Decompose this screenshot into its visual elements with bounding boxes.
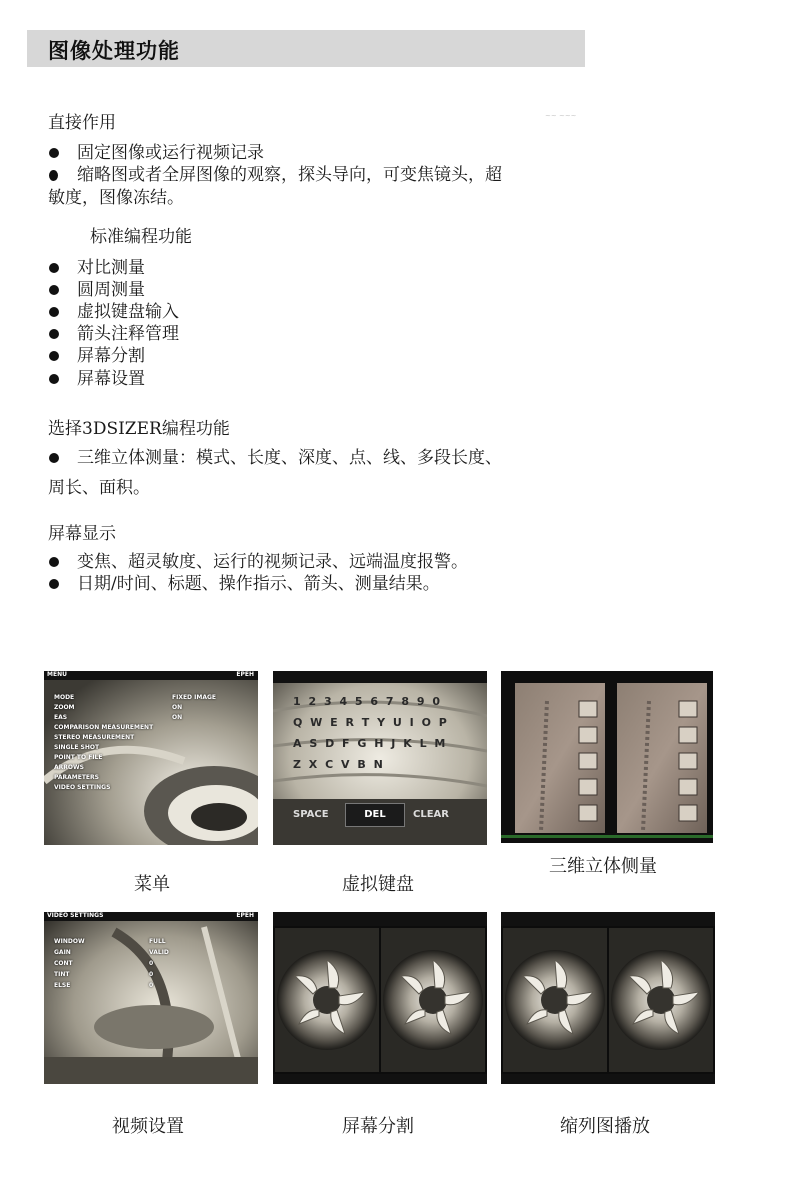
video-setting-value: 0 — [149, 982, 154, 989]
caption-menu: 菜单 — [134, 874, 170, 895]
list-item: 虚拟键盘输入 — [77, 302, 179, 322]
video-setting-value: 0 — [149, 971, 154, 978]
video-setting-value: VALID — [149, 949, 169, 956]
video-settings-items — [54, 936, 85, 991]
menu-item: SINGLE SHOT — [54, 744, 100, 751]
menu-item: ZOOM — [54, 704, 75, 711]
menu-value: ON — [172, 704, 183, 711]
menu-topbar-right: EPEH — [236, 671, 254, 678]
list-item: 缩略图或者全屏图像的观察，探头导向，可变焦镜头，超 — [77, 165, 502, 185]
menu-item: MODE — [54, 694, 75, 701]
menu-item: EAS — [54, 714, 68, 721]
video-settings-values — [149, 936, 169, 991]
list-item: 固定图像或运行视频记录 — [77, 143, 264, 163]
section-heading-direct: 直接作用 — [48, 113, 116, 133]
keyboard-keys — [293, 691, 449, 775]
faint-mark: ~~ ~~~ — [545, 112, 577, 120]
split-screen-image — [273, 912, 487, 1084]
video-settings-screen-image — [44, 912, 258, 1084]
keyboard-row: Q W E R T Y U I O P — [293, 716, 449, 729]
keyboard-row: A S D F G H J K L M — [293, 737, 448, 750]
keyboard-space-key: SPACE — [293, 809, 329, 820]
bullet-icon — [49, 453, 59, 463]
bullet-icon — [49, 351, 59, 361]
stereo-screen-image — [501, 671, 713, 843]
bullet-icon — [49, 579, 59, 589]
bullet-icon — [49, 307, 59, 317]
bullet-icon — [49, 285, 59, 295]
section-heading-3dsizer: 选择3DSIZER编程功能 — [48, 419, 230, 439]
section-heading-display: 屏幕显示 — [48, 524, 116, 544]
page-title: 图像处理功能 — [48, 39, 180, 63]
thumbnail-screen-image — [501, 912, 715, 1084]
list-item: 日期/时间、标题、操作指示、箭头、测量结果。 — [77, 574, 440, 594]
menu-item: STEREO MEASUREMENT — [54, 734, 135, 741]
bullet-icon — [49, 557, 59, 567]
keyboard-row: Z X C V B N — [293, 758, 385, 771]
menu-item: COMPARISON MEASUREMENT — [54, 724, 154, 731]
list-item-continuation: 周长、面积。 — [48, 478, 150, 498]
list-item: 变焦、超灵敏度、运行的视频记录、远端温度报警。 — [77, 552, 468, 572]
video-setting-item: GAIN — [54, 949, 71, 956]
section-heading-standard: 标准编程功能 — [90, 227, 192, 247]
keyboard-clear-key: CLEAR — [413, 809, 449, 820]
menu-values — [172, 693, 216, 723]
menu-topbar-left: MENU — [47, 671, 67, 678]
video-setting-item: WINDOW — [54, 938, 85, 945]
bullet-icon — [49, 148, 59, 158]
keyboard-del-key: DEL — [345, 803, 405, 827]
list-item: 屏幕分割 — [77, 346, 145, 366]
bullet-icon — [49, 263, 59, 273]
list-item: 圆周测量 — [77, 280, 145, 300]
list-item: 三维立体测量：模式、长度、深度、点、线、多段长度、 — [77, 448, 502, 468]
keyboard-row: 1 2 3 4 5 6 7 8 9 0 — [293, 695, 443, 708]
video-setting-item: CONT — [54, 960, 73, 967]
bullet-icon — [49, 170, 58, 181]
caption-video-settings: 视频设置 — [112, 1116, 184, 1137]
keyboard-screen-image — [273, 671, 487, 845]
menu-item: ARROWS — [54, 764, 84, 771]
caption-split-screen: 屏幕分割 — [342, 1116, 414, 1137]
video-setting-value: 0 — [149, 960, 154, 967]
video-topbar-left: VIDEO SETTINGS — [47, 912, 104, 919]
list-item: 箭头注释管理 — [77, 324, 179, 344]
menu-items — [54, 693, 153, 793]
video-setting-item: TINT — [54, 971, 70, 978]
list-item: 屏幕设置 — [77, 369, 145, 389]
video-setting-value: FULL — [149, 938, 166, 945]
menu-value: FIXED IMAGE — [172, 694, 216, 701]
caption-keyboard: 虚拟键盘 — [342, 874, 414, 895]
list-item-continuation: 敏度，图像冻结。 — [48, 188, 184, 208]
menu-value: ON — [172, 714, 183, 721]
bullet-icon — [49, 374, 59, 384]
bullet-icon — [49, 329, 59, 339]
video-topbar-right: EPEH — [236, 912, 254, 919]
menu-item: PARAMETERS — [54, 774, 99, 781]
list-item: 对比测量 — [77, 258, 145, 278]
menu-item: POINT TO FILE — [54, 754, 103, 761]
caption-thumbnail: 缩列图播放 — [560, 1116, 650, 1137]
menu-screen-image — [44, 671, 258, 845]
video-setting-item: ELSE — [54, 982, 71, 989]
caption-stereo: 三维立体侧量 — [549, 856, 657, 877]
menu-item: VIDEO SETTINGS — [54, 784, 111, 791]
